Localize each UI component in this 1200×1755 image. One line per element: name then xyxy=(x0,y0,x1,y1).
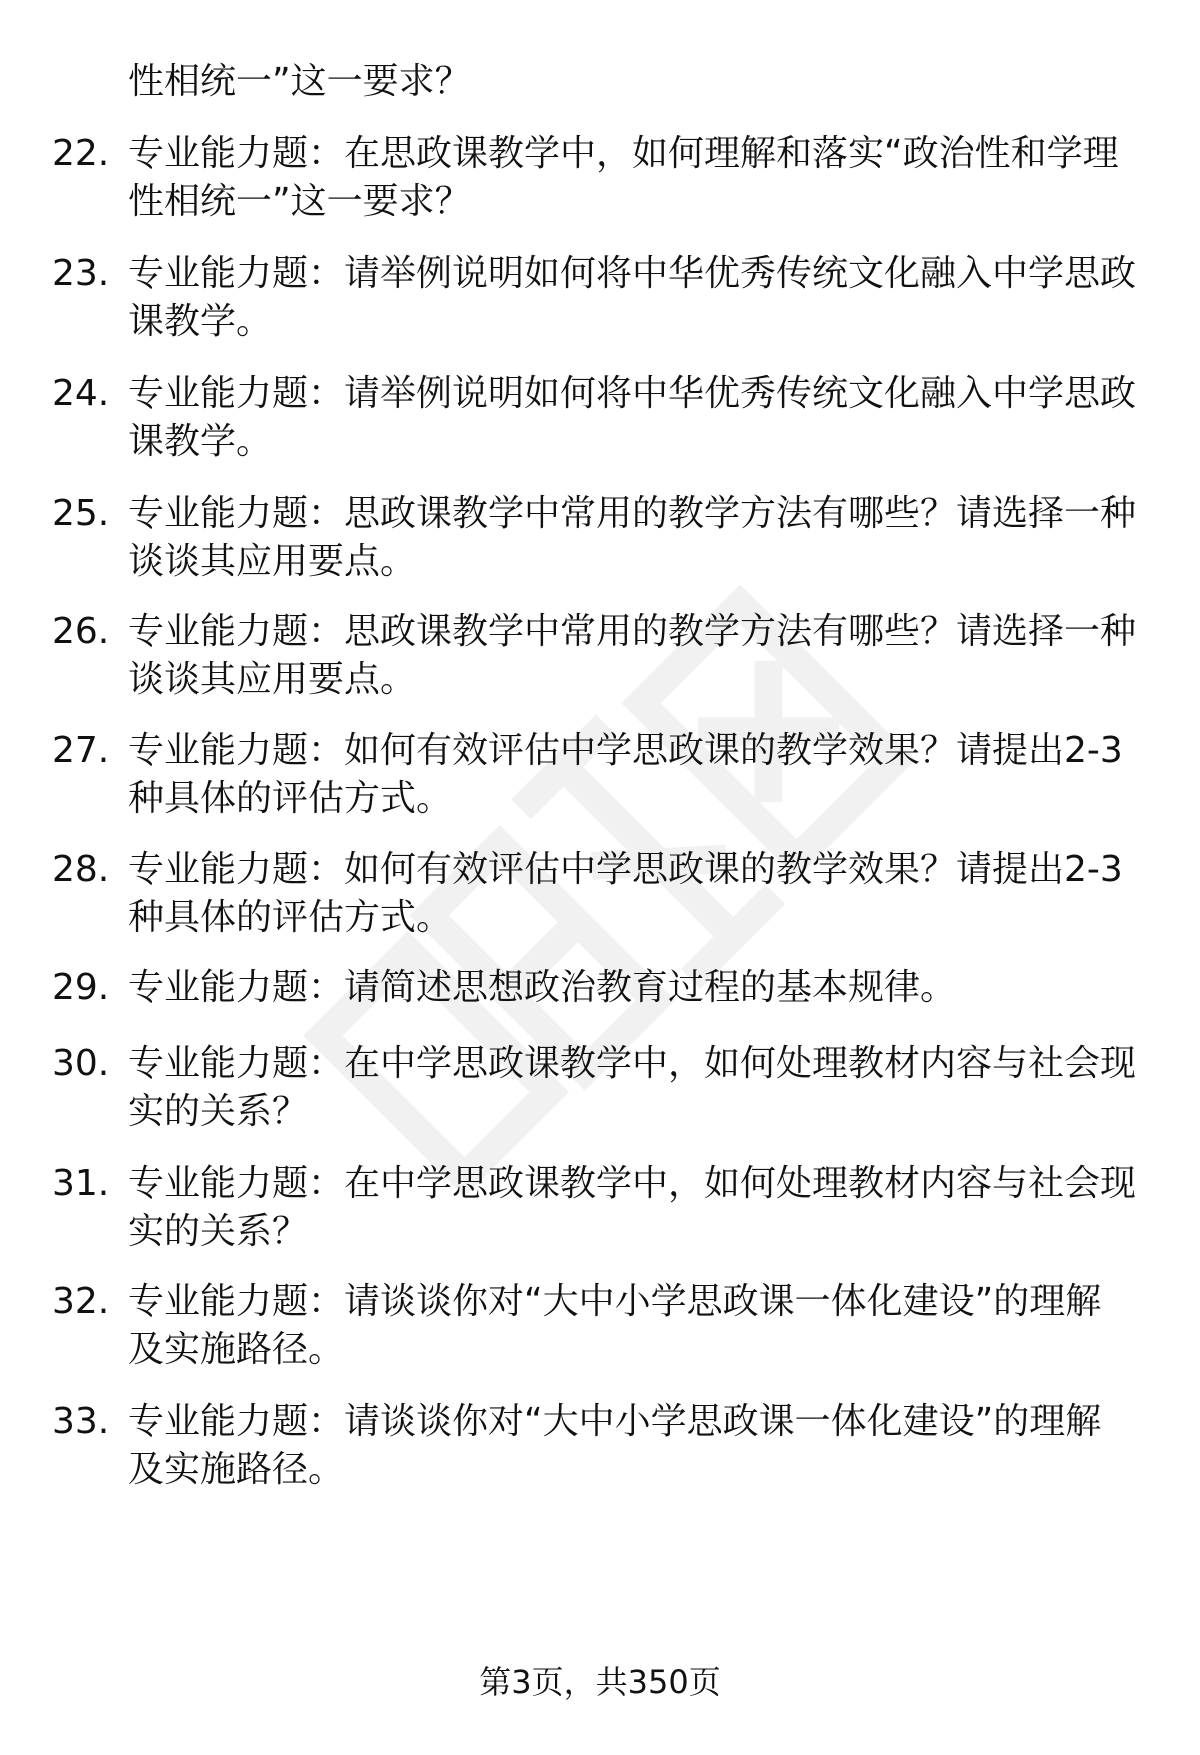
question-number: 25. xyxy=(52,493,110,534)
question-text-line: 谈谈其应用要点。 xyxy=(128,541,417,582)
question-text-line: 谈谈其应用要点。 xyxy=(128,659,417,700)
question-text xyxy=(128,1398,1138,1494)
question-text-line: 专业能力题：请简述思想政治教育过程的基本规律。 xyxy=(128,967,957,1008)
question-text-line: 专业能力题：在中学思政课教学中，如何处理教材内容与社会现 xyxy=(128,1043,1137,1084)
question-text-line: 课教学。 xyxy=(128,421,273,462)
question-number: 33. xyxy=(52,1401,110,1442)
question-text-line: 专业能力题：在思政课教学中，如何理解和落实“政治性和学理 xyxy=(128,133,1119,174)
question-text-line: 及实施路径。 xyxy=(128,1329,345,1370)
question-text xyxy=(128,370,1138,466)
question-number: 27. xyxy=(52,730,110,771)
question-number: 32. xyxy=(52,1281,110,1322)
question-text xyxy=(128,964,1138,1012)
question-text-line: 种具体的评估方式。 xyxy=(128,897,453,938)
question-number: 22. xyxy=(52,133,110,174)
question-text xyxy=(128,846,1138,942)
question-text-line: 专业能力题：思政课教学中常用的教学方法有哪些？请选择一种 xyxy=(128,493,1137,534)
question-number: 26. xyxy=(52,611,110,652)
question-number: 30. xyxy=(52,1043,110,1084)
question-text-line: 实的关系？ xyxy=(128,1211,309,1252)
question-text-line: 及实施路径。 xyxy=(128,1449,345,1490)
question-text-line: 专业能力题：请举例说明如何将中华优秀传统文化融入中学思政 xyxy=(128,253,1137,294)
question-text-line: 实的关系？ xyxy=(128,1091,309,1132)
question-text-line: 专业能力题：在中学思政课教学中，如何处理教材内容与社会现 xyxy=(128,1163,1137,1204)
page-footer: 第3页，共350页 xyxy=(479,1663,721,1701)
question-number: 31. xyxy=(52,1163,110,1204)
question-text xyxy=(128,608,1138,704)
question-text-line: 专业能力题：思政课教学中常用的教学方法有哪些？请选择一种 xyxy=(128,611,1137,652)
question-text-line: 课教学。 xyxy=(128,301,273,342)
question-text xyxy=(128,130,1138,226)
question-number: 23. xyxy=(52,253,110,294)
question-text-line: 专业能力题：请谈谈你对“大中小学思政课一体化建设”的理解 xyxy=(128,1281,1102,1322)
question-text xyxy=(128,1160,1138,1256)
continuation-line: 性相统一”这一要求？ xyxy=(128,61,471,102)
question-text xyxy=(128,490,1138,586)
question-number: 29. xyxy=(52,967,110,1008)
question-text xyxy=(128,250,1138,346)
question-text xyxy=(128,1278,1138,1374)
question-text-line: 性相统一”这一要求？ xyxy=(128,181,471,222)
question-number: 28. xyxy=(52,849,110,890)
question-text xyxy=(128,1040,1138,1136)
question-text xyxy=(128,727,1138,823)
question-text-line: 专业能力题：如何有效评估中学思政课的教学效果？请提出2-3 xyxy=(128,730,1123,771)
question-text-line: 专业能力题：如何有效评估中学思政课的教学效果？请提出2-3 xyxy=(128,849,1123,890)
question-text-line: 专业能力题：请谈谈你对“大中小学思政课一体化建设”的理解 xyxy=(128,1401,1102,1442)
question-text-line: 专业能力题：请举例说明如何将中华优秀传统文化融入中学思政 xyxy=(128,373,1137,414)
question-text-line: 种具体的评估方式。 xyxy=(128,778,453,819)
question-number: 24. xyxy=(52,373,110,414)
